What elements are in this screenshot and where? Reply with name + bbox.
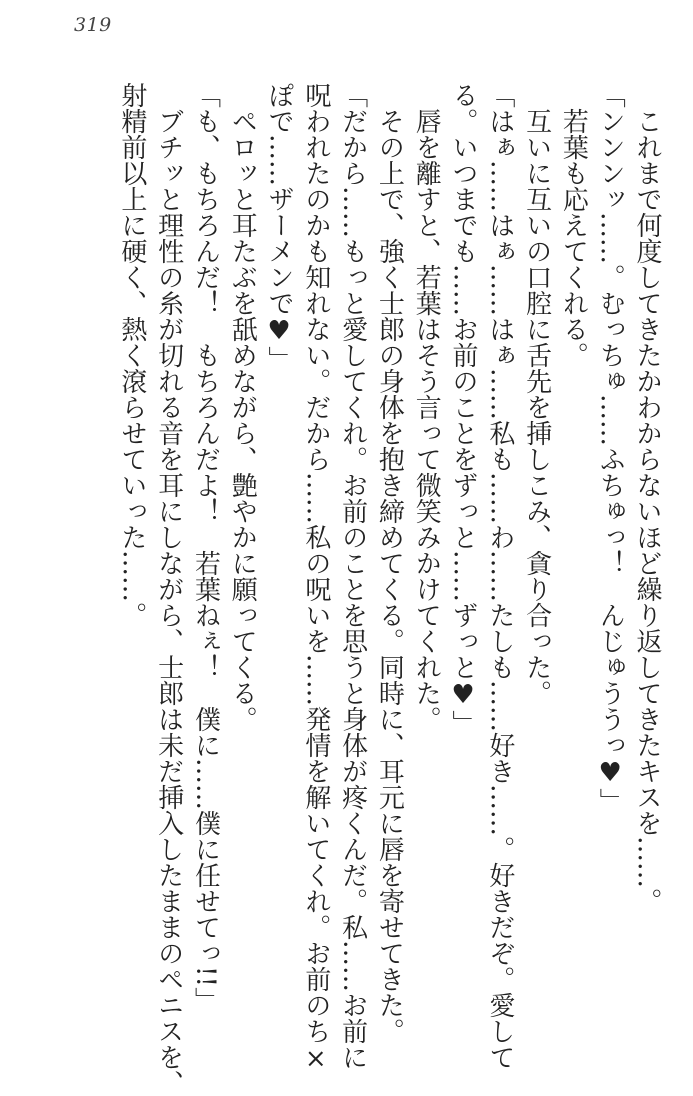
text-column: 射精前以上に硬く、熱く滾らせていった……。	[116, 82, 147, 628]
text-column: これまで何度してきたかわからないほど繰り返してきたキスを……。	[632, 108, 662, 914]
text-column: 「はぁ……はぁ……はぁ……私も……わ……たしも……好き……。好きだぞ。愛して	[484, 82, 515, 1070]
text-column: 互いに互いの口腔に舌先を挿しこみ、貪り合った。	[521, 108, 552, 706]
text-column: 呪われたのかも知れない。だから……私の呪いを……発情を解いてくれ。お前のち×	[300, 82, 331, 1074]
text-column: 「も、もちろんだ！ もちろんだよ！ 若葉ねぇ！ 僕に……僕に任せてっ!!」	[190, 82, 221, 1013]
text-column: 若葉も応えてくれる。	[558, 108, 589, 368]
text-column: ペロッと耳たぶを舐めながら、艶やかに願ってくる。	[227, 108, 258, 732]
page-number: 319	[74, 14, 112, 36]
text-column: ぽで……ザーメンで♥」	[264, 82, 295, 372]
text-column: その上で、強く士郎の身体を抱き締めてくる。同時に、耳元に唇を寄せてきた。	[374, 108, 405, 1044]
text-column: 唇を離すと、若葉はそう言って微笑みかけてくれた。	[411, 108, 442, 732]
body-text	[113, 82, 665, 1096]
text-column: 「だから……もっと愛してくれ。お前のことを思うと身体が疼くんだ。私……お前に	[337, 82, 368, 1070]
text-column: る。いつまでも……お前のことをずっと……ずっと♥」	[448, 82, 479, 736]
text-column: ブチッと理性の糸が切れる音を耳にしながら、士郎は未だ挿入したままのペニスを、	[153, 108, 184, 1096]
text-column: 「ンンンッ……。むっちゅ……ふちゅっ！ んじゅううっ♥」	[595, 82, 626, 814]
